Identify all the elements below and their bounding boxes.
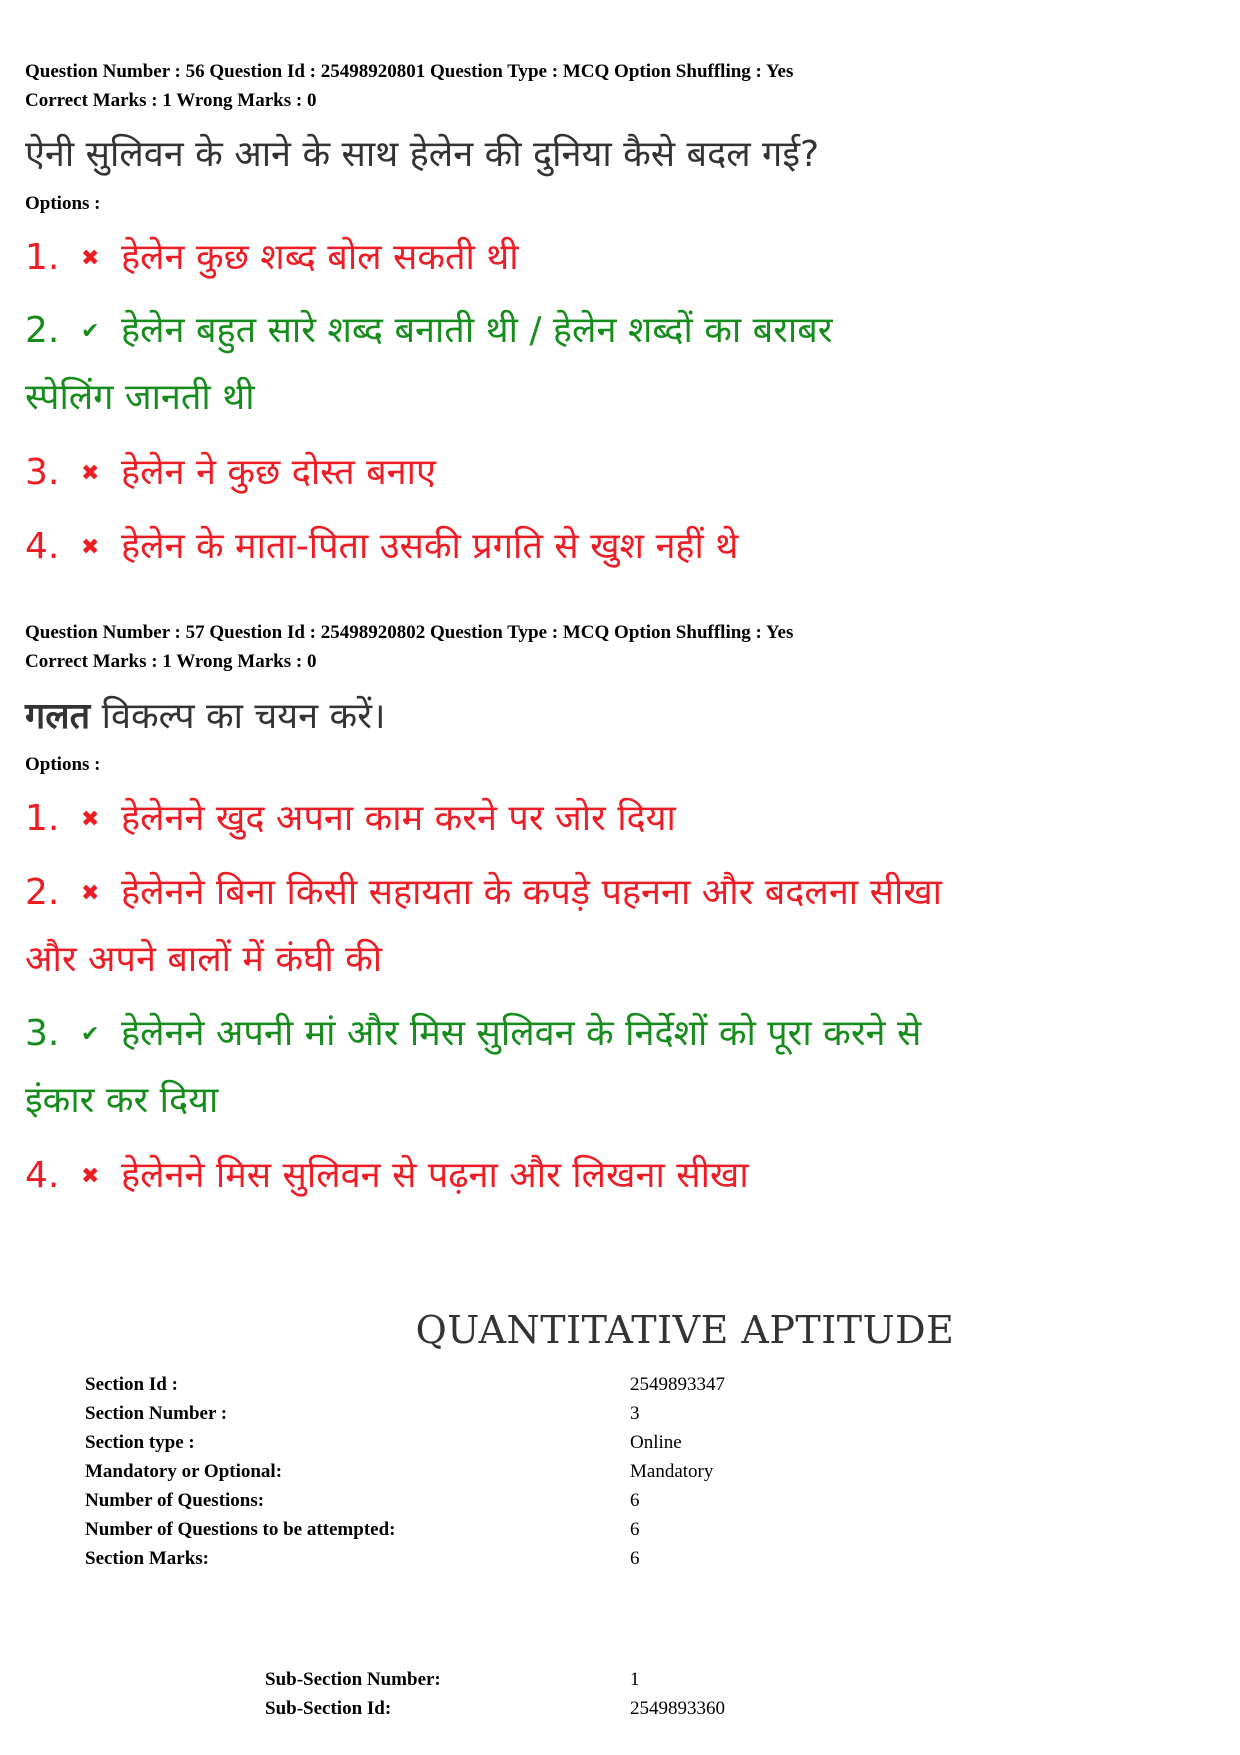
options-label: Options : [25, 754, 101, 775]
option-2 [25, 860, 942, 993]
option-4 [25, 514, 738, 581]
options-label: Options : [25, 193, 101, 214]
option-2 [25, 298, 833, 431]
question-text [25, 690, 386, 739]
option-number: 4. [25, 1155, 60, 1196]
option-text: हेलेन कुछ शब्द बोल सकती थी [121, 237, 519, 278]
option-number: 2. [25, 872, 60, 913]
question-meta: Question Number : 57 Question Id : 25498920802 Question Type : MCQ Option Shuffling : Yes [25, 622, 794, 643]
option-number: 1. [25, 237, 60, 278]
question-text-emphasis: गलत [25, 696, 91, 737]
cross-icon: ✖ [81, 461, 100, 486]
option-text: हेलेनने अपनी मां और मिस सुलिवन के निर्देशों को पूरा करने से [121, 1013, 922, 1054]
option-3 [25, 1001, 921, 1134]
option-3 [25, 440, 436, 507]
question-meta: Question Number : 56 Question Id : 25498920801 Question Type : MCQ Option Shuffling : Yes [25, 61, 794, 82]
cross-icon: ✖ [81, 881, 100, 906]
option-text: हेलेन बहुत सारे शब्द बनाती थी / हेलेन शब्दों का बराबर [121, 310, 833, 351]
option-text: हेलेनने मिस सुलिवन से पढ़ना और लिखना सीखा [121, 1155, 749, 1196]
option-text: हेलेन के माता-पिता उसकी प्रगति से खुश नहीं थे [121, 526, 739, 567]
option-text-continued: स्पेलिंग जानती थी [25, 377, 255, 418]
option-text: हेलेन ने कुछ दोस्त बनाए [121, 452, 436, 493]
check-icon: ✔ [81, 319, 100, 344]
question-marks: Correct Marks : 1 Wrong Marks : 0 [25, 90, 317, 111]
check-icon: ✔ [81, 1022, 100, 1047]
question-text-rest: विकल्प का चयन करें। [90, 696, 386, 737]
cross-icon: ✖ [81, 1164, 100, 1189]
question-text: ऐनी सुलिवन के आने के साथ हेलेन की दुनिया कैसे बदल गई? [25, 134, 820, 175]
cross-icon: ✖ [81, 535, 100, 560]
option-number: 1. [25, 798, 60, 839]
option-text-continued: इंकार कर दिया [25, 1080, 219, 1121]
cross-icon: ✖ [81, 807, 100, 832]
question-paper-page: Question Number : 56 Question Id : 25498920801 Question Type : MCQ Option Shuffling : Yes Correct Marks : 1 Wrong Marks : 0 ऐनी सुलिवन के आने के साथ हेलेन की दुनिया कैसे बदल गई? Options : 1. ✖ हेलेन कुछ शब्द बोल सकती थी 2. ✔ हेलेन बहुत सारे शब्द बनाती थी / हेलेन शब्दों का बराबर स्पेलिंग जानती थी 3. ✖ हेलेन ने कुछ दोस्त बनाए 4. ✖ हेलेन के माता-पिता उसकी प्रगति से खुश नहीं थे Question Number : 57 Question Id : 25498920802 Question Type : MCQ Option Shuffling : Yes Correct Marks : 1 Wrong Marks : 0 गलत विकल्प का चयन करें। Options : 1. ✖ हेलेनने खुद अपना काम करने पर जोर दिया 2. ✖ हेलेनने बिना किसी सहायता के कपड़े पहनना और बदलना सीखा और अपने बालों में कंघी की 3. ✔ हेलेनने अपनी मां और मिस सुलिवन के निर्देशों को पूरा करने से इंकार कर दिया 4. ✖ हेलेनने मिस सुलिवन से पढ़ना और लिखना सीखा QUANTITATIVE APTITUDE Section Id : 2549893347 Section Number : 3 Section type : Online Mandatory or Optional: Mandatory Number of Questions: 6 Number of Questions to be attempted: 6 Section Marks: 6 Sub-Section Number: 1 Sub-Section Id: 2549893360 [0, 0, 1240, 1755]
section-title: QUANTITATIVE APTITUDE [415, 1308, 955, 1352]
option-4 [25, 1143, 749, 1210]
option-1 [25, 225, 519, 292]
option-text: हेलेनने खुद अपना काम करने पर जोर दिया [121, 798, 676, 839]
option-number: 3. [25, 452, 60, 493]
question-marks: Correct Marks : 1 Wrong Marks : 0 [25, 651, 317, 672]
option-number: 4. [25, 526, 60, 567]
option-1 [25, 786, 676, 853]
option-number: 3. [25, 1013, 60, 1054]
cross-icon: ✖ [81, 246, 100, 271]
option-text-continued: और अपने बालों में कंघी की [25, 939, 383, 980]
option-number: 2. [25, 310, 60, 351]
option-text: हेलेनने बिना किसी सहायता के कपड़े पहनना और बदलना सीखा [121, 872, 943, 913]
